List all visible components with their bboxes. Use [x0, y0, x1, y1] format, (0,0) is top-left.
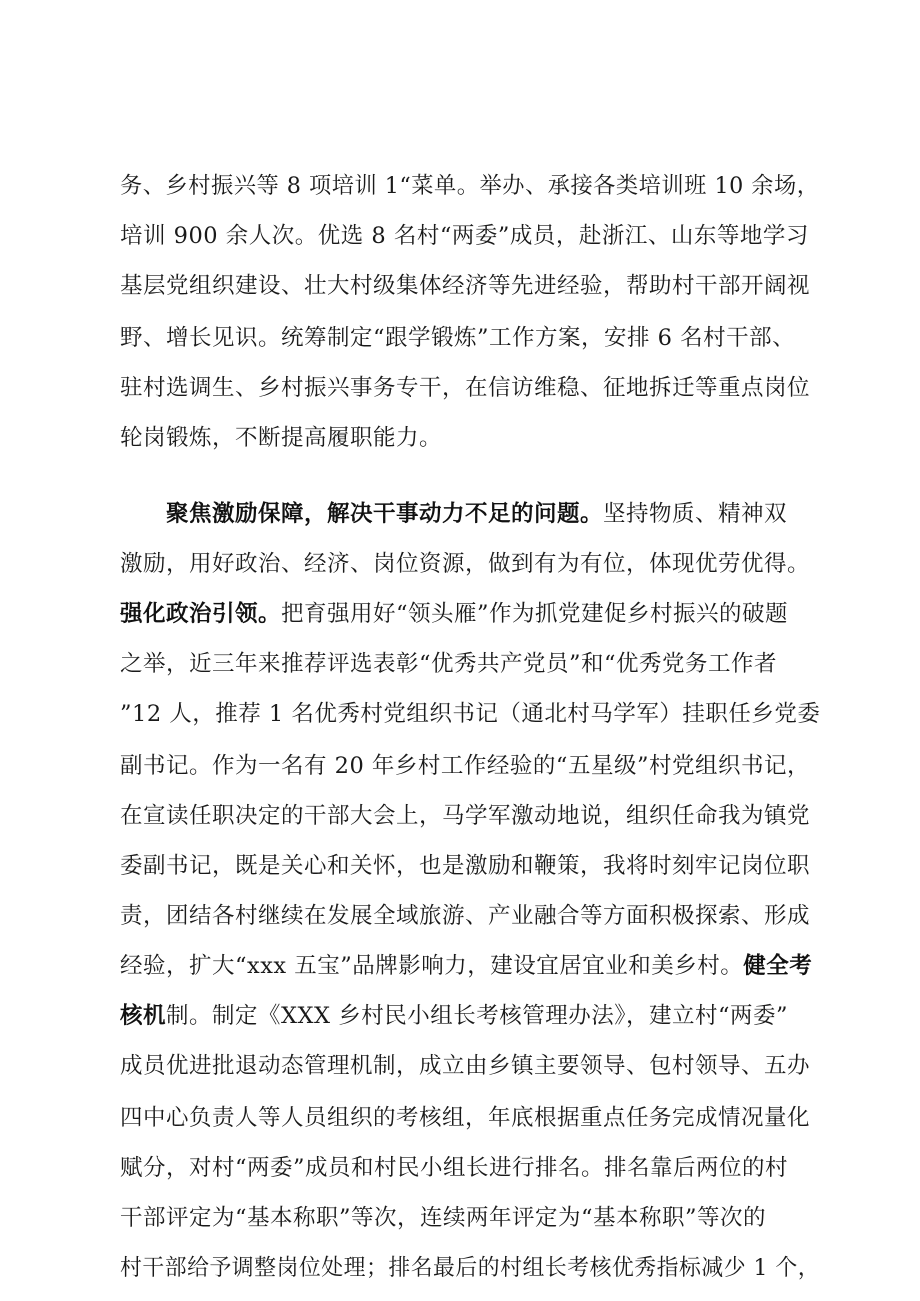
paragraph-1-line-2: 培训 900 余人次。优选 8 名村“两委”成员，赴浙江、山东等地学习 [120, 223, 809, 249]
paragraph-2-line-1 [120, 488, 787, 540]
paragraph-2-line-10 [120, 940, 812, 992]
paragraph-2-line-9: 责，团结各村继续在发展全域旅游、产业融合等方面积极探索、形成 [120, 903, 811, 929]
subheading-assessment-part-1: 健全考 [743, 953, 813, 979]
paragraph-2-line-3-text: 把育强用好“领头雁”作为抓党建促乡村振兴的破题 [281, 601, 789, 627]
paragraph-2-line-15: 干部评定为“基本称职”等次，连续两年评定为“基本称职”等次的 [120, 1205, 767, 1231]
paragraph-2-line-8: 委副书记，既是关心和关怀，也是激励和鞭策，我将时刻牢记岗位职 [120, 853, 811, 879]
paragraph-1-line-4: 野、增长见识。统筹制定“跟学锻炼”工作方案，安排 6 名村干部、 [120, 325, 796, 351]
paragraph-1-line-3: 基层党组织建设、壮大村级集体经济等先进经验，帮助村干部开阔视 [120, 273, 811, 299]
paragraph-2-line-12: 成员优进批退动态管理机制，成立由乡镇主要领导、包村领导、五办 [120, 1053, 811, 1079]
paragraph-1-line-6: 轮岗锻炼，不断提高履职能力。 [120, 425, 443, 451]
paragraph-1-line-5: 驻村选调生、乡村振兴事务专干，在信访维稳、征地拆迁等重点岗位 [120, 375, 811, 401]
paragraph-2-line-1-text: 坚持物质、精神双 [603, 501, 788, 527]
paragraph-2-line-7: 在宣读任职决定的干部大会上，马学军激动地说，组织任命我为镇党 [120, 803, 811, 829]
subheading-assessment-part-2: 核机 [120, 1003, 167, 1029]
section-heading-incentive: 聚焦激励保障，解决干事动力不足的问题。 [166, 501, 604, 527]
paragraph-2-line-10-text: 经验，扩大“xxx 五宝”品牌影响力，建设宜居宜业和美乡村。 [120, 953, 744, 979]
paragraph-2-line-11-text: 制。制定《XXX 乡村民小组长考核管理办法》，建立村“两委” [166, 1003, 788, 1029]
paragraph-2-line-4: 之举，近三年来推荐评选表彰“优秀共产党员”和“优秀党务工作者 [120, 651, 778, 677]
paragraph-2-line-11 [120, 990, 788, 1042]
subheading-political-leadership: 强化政治引领。 [120, 601, 282, 627]
paragraph-2-line-5: ”12 人，推荐 1 名优秀村党组织书记（通北村马学军）挂职任乡党委 [120, 701, 821, 727]
paragraph-1-line-1: 务、乡村振兴等 8 项培训 1“菜单。举办、承接各类培训班 10 余场， [120, 173, 820, 199]
paragraph-2-line-6: 副书记。作为一名有 20 年乡村工作经验的“五星级”村党组织书记， [120, 753, 810, 779]
paragraph-2-line-14: 赋分，对村“两委”成员和村民小组长进行排名。排名靠后两位的村 [120, 1155, 789, 1181]
paragraph-2-line-2: 激励，用好政治、经济、岗位资源，做到有为有位，体现优劳优得。 [120, 551, 811, 577]
paragraph-2-line-13: 四中心负责人等人员组织的考核组，年底根据重点任务完成情况量化 [120, 1105, 811, 1131]
paragraph-2-line-3 [120, 588, 788, 640]
paragraph-2-line-16: 村干部给予调整岗位处理；排名最后的村组长考核优秀指标减少 1 个， [120, 1255, 821, 1281]
